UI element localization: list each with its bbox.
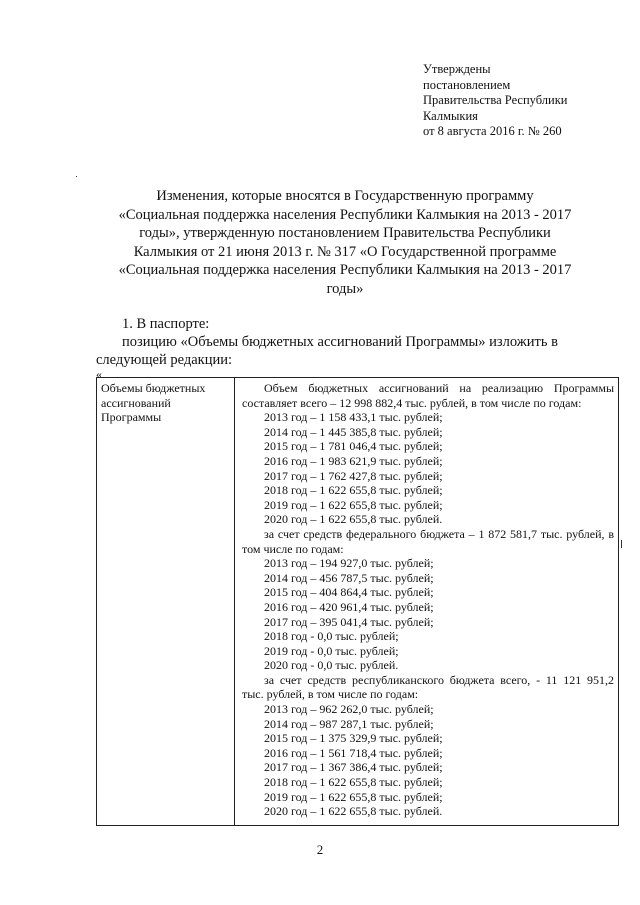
total-line: Объем бюджетных ассигнований на реализацию Программы (264, 381, 614, 395)
intro-text (96, 315, 616, 379)
approval-line: постановлением (423, 77, 511, 92)
year-row: 2017 год – 395 041,4 тыс. рублей; (264, 614, 434, 629)
title-line: Калмыкия от 21 июня 2013 г. № 317 «О Государственной программе (133, 243, 557, 260)
republic-line: тыс. рублей, в том числе по годам: (242, 687, 419, 702)
year-row: 2017 год – 1 762 427,8 тыс. рублей; (264, 468, 443, 483)
title-line: годы» (326, 280, 364, 297)
year-row: 2013 год – 1 158 433,1 тыс. рублей; (264, 410, 443, 425)
year-row: 2018 год - 0,0 тыс. рублей; (264, 629, 399, 644)
approval-stamp (423, 62, 623, 140)
margin-mark (621, 540, 622, 548)
year-row: 2020 год – 1 622 655,8 тыс. рублей. (264, 512, 443, 527)
approval-line: от 8 августа 2016 г. № 260 (423, 124, 562, 138)
republic-line: за счет средств республиканского бюджета всего, - 11 121 951,2 (264, 672, 614, 687)
federal-line: за счет средств федерального бюджета – 1 872 581,7 тыс. рублей, в (264, 526, 614, 541)
title-line: Изменения, которые вносятся в Государственную программу (156, 188, 534, 204)
total-line: составляет всего – 12 998 882,4 тыс. рублей, в том числе по годам: (242, 395, 582, 410)
document-title (80, 187, 610, 298)
federal-line: том числе по годам: (242, 541, 344, 556)
year-row: 2019 год – 1 622 655,8 тыс. рублей; (264, 789, 443, 804)
scan-speck (76, 176, 77, 177)
title-line: «Социальная поддержка населения Республики Калмыкия на 2013 - 2017 (118, 262, 572, 278)
year-row: 2019 год - 0,0 тыс. рублей; (264, 643, 399, 658)
year-row: 2017 год – 1 367 386,4 тыс. рублей; (264, 760, 443, 775)
approval-line: Утверждены (423, 62, 491, 76)
year-row: 2014 год – 456 787,5 тыс. рублей; (264, 570, 434, 585)
year-row: 2020 год - 0,0 тыс. рублей. (264, 658, 399, 673)
year-row: 2015 год – 1 375 329,9 тыс. рублей; (264, 731, 443, 746)
budget-table (96, 377, 619, 826)
year-row: 2019 год – 1 622 655,8 тыс. рублей; (264, 497, 443, 512)
title-line: годы», утвержденную постановлением Правительства Республики (139, 225, 551, 241)
year-row: 2016 год – 420 961,4 тыс. рублей; (264, 599, 434, 614)
year-row: 2015 год – 404 864,4 тыс. рублей; (264, 585, 434, 600)
page-number: 2 (316, 842, 324, 857)
table-left-cell: Объемы бюджетных ассигнований Программы (101, 381, 206, 425)
year-row: 2013 год – 194 927,0 тыс. рублей; (264, 556, 434, 571)
year-row: 2013 год – 962 262,0 тыс. рублей; (264, 702, 434, 717)
table-column-divider (234, 378, 235, 825)
approval-line: Калмыкия (423, 108, 478, 123)
year-row: 2016 год – 1 561 718,4 тыс. рублей; (264, 745, 443, 760)
year-row: 2016 год – 1 983 621,9 тыс. рублей; (264, 453, 443, 468)
year-row: 2020 год – 1 622 655,8 тыс. рублей. (264, 804, 443, 819)
year-row: 2014 год – 987 287,1 тыс. рублей; (264, 716, 434, 731)
year-row: 2018 год – 1 622 655,8 тыс. рублей; (264, 775, 443, 790)
paragraph-instruction-cont: следующей редакции: (96, 352, 233, 368)
opening-quote: « (96, 367, 102, 381)
year-row: 2018 год – 1 622 655,8 тыс. рублей; (264, 483, 443, 498)
paragraph-item-1: 1. В паспорте: (122, 316, 210, 332)
paragraph-instruction: позицию «Объемы бюджетных ассигнований Программы» изложить в (122, 334, 558, 350)
year-row: 2015 год – 1 781 046,4 тыс. рублей; (264, 439, 443, 454)
title-line: «Социальная поддержка населения Республики Калмыкия на 2013 - 2017 (118, 206, 572, 223)
approval-line: Правительства Республики (423, 93, 568, 107)
year-row: 2014 год – 1 445 385,8 тыс. рублей; (264, 424, 443, 439)
table-right-cell (242, 381, 614, 819)
